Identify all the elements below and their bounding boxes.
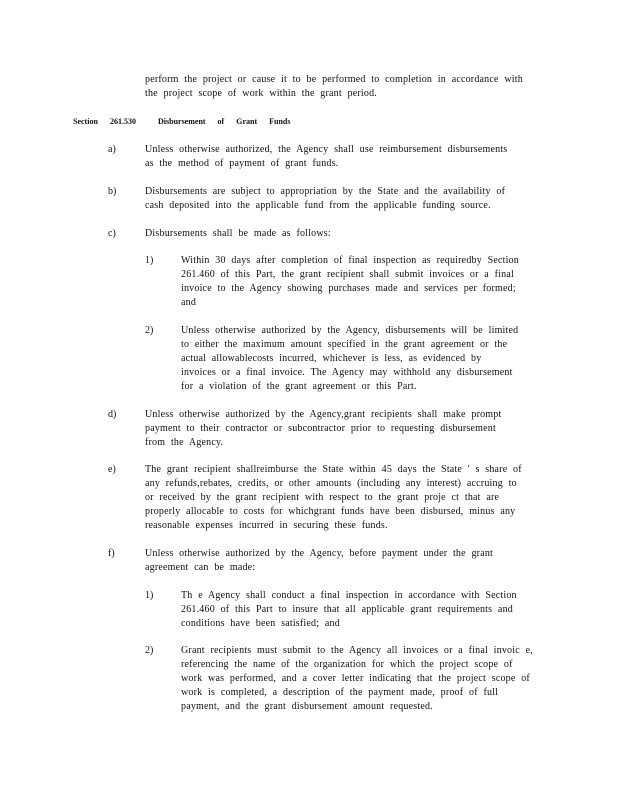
subitem-marker-c1: 1) (145, 255, 154, 266)
item-d-line: from the Agency. (145, 437, 224, 448)
item-a-line: as the method of payment of grant funds. (145, 158, 339, 169)
item-f-line: Unless otherwise authorized by the Agency, before payment under the grant (145, 548, 494, 559)
subitem-c2-line: invoices or a final invoice. The Agency may withhold any disbursement (181, 367, 513, 378)
subitem-marker-f2: 2) (145, 645, 154, 656)
item-d-line: Unless otherwise authorized by the Agency,grant recipients shall make prompt (145, 409, 502, 420)
item-e-line: any refunds,rebates, credits, or other amounts (including any interest) accruing to (145, 478, 517, 489)
subitem-c1-line: and (181, 297, 197, 308)
item-marker-b: b) (108, 186, 117, 197)
subitem-f1-line: conditions have been satisfied; and (181, 618, 340, 629)
item-c-line: Disbursements shall be made as follows: (145, 228, 331, 239)
item-marker-d: d) (108, 409, 117, 420)
subitem-f2-line: work is completed, a description of the payment made, proof of full (181, 687, 499, 698)
item-a-line: Unless otherwise authorized, the Agency shall use reimbursement disbursements (145, 144, 508, 155)
subitem-c1-line: 261.460 of this Part, the grant recipient shall submit invoices or a final (181, 269, 514, 280)
subitem-f1-line: Th e Agency shall conduct a final inspection in accordance with Section (181, 590, 517, 601)
subitem-marker-f1: 1) (145, 590, 154, 601)
item-e-line: properly allocable to costs for whichgrant funds have been disbursed, minus any (145, 506, 516, 517)
subitem-c1-line: invoice to the Agency showing purchases made and services per formed; (181, 283, 516, 294)
item-f-line: agreement can be made: (145, 562, 256, 573)
subitem-f2-line: Grant recipients must submit to the Agency all invoices or a final invoic e, (181, 645, 533, 656)
subitem-c1-line: Within 30 days after completion of final inspection as requiredby Section (181, 255, 520, 266)
item-e-line: or received by the grant recipient with respect to the grant proje ct that are (145, 492, 500, 503)
item-e-line: The grant recipient shallreimburse the State within 45 days the State ' s share of (145, 464, 522, 475)
intro-line: the project scope of work within the grant period. (145, 88, 377, 99)
item-b-line: Disbursements are subject to appropriation by the State and the availability of (145, 186, 506, 197)
subitem-f2-line: work was performed, and a cover letter indicating that the project scope of (181, 673, 530, 684)
subitem-c2-line: actual allowablecosts incurred, whichever is less, as evidenced by (181, 353, 482, 364)
subitem-f1-line: 261.460 of this Part to insure that all applicable grant requirements and (181, 604, 513, 615)
intro-line: perform the project or cause it to be performed to completion in accordance with (145, 74, 523, 85)
item-marker-e: e) (108, 464, 116, 475)
item-marker-c: c) (108, 228, 116, 239)
subitem-f2-line: payment, and the grant disbursement amount requested. (181, 701, 433, 712)
subitem-f2-line: referencing the name of the organization for which the project scope of (181, 659, 513, 670)
item-e-line: reasonable expenses incurred in securing these funds. (145, 520, 388, 531)
section-number: 261.530 (110, 117, 136, 126)
item-marker-a: a) (108, 144, 116, 155)
subitem-c2-line: for a violation of the grant agreement or this Part. (181, 381, 417, 392)
subitem-marker-c2: 2) (145, 325, 154, 336)
section-title: Disbursement of Grant Funds (158, 117, 291, 126)
subitem-c2-line: to either the maximum amount specified in the grant agreement or the (181, 339, 508, 350)
subitem-c2-line: Unless otherwise authorized by the Agency, disbursements will be limited (181, 325, 519, 336)
item-marker-f: f) (108, 548, 115, 559)
item-b-line: cash deposited into the applicable fund from the applicable funding source. (145, 200, 491, 211)
item-d-line: payment to their contractor or subcontractor prior to requesting disbursement (145, 423, 496, 434)
section-label: Section (73, 117, 98, 126)
